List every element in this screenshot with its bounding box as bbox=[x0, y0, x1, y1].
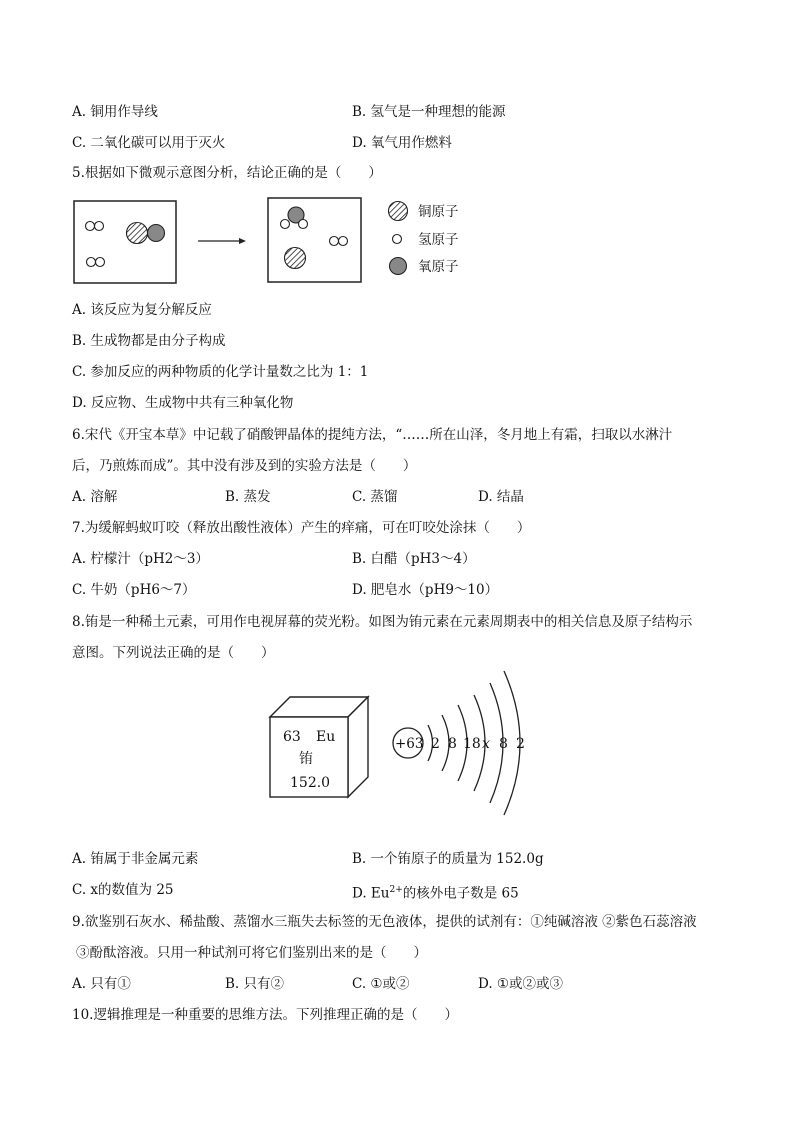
element-atomic-number: 63 bbox=[283, 729, 301, 745]
element-symbol: Eu bbox=[316, 729, 336, 745]
q5-option-a: A. 该反应为复分解反应 bbox=[72, 302, 212, 318]
q9-option-d: D. ①或②或③ bbox=[478, 976, 564, 992]
q4-option-c: C. 二氧化碳可以用于灭火 bbox=[72, 135, 226, 151]
legend-o-icon bbox=[390, 258, 407, 275]
q7-stem: 7.为缓解蚂蚁叮咬（释放出酸性液体）产生的痒痛，可在叮咬处涂抹（ ） bbox=[72, 520, 531, 536]
q4-option-a: A. 铜用作导线 bbox=[72, 104, 158, 120]
q8-option-c: C. x的数值为 25 bbox=[72, 882, 174, 898]
nucleus-charge: +63 bbox=[395, 736, 424, 752]
q7-option-b: B. 白醋（pH3～4） bbox=[352, 551, 476, 567]
shell-electrons-2: 8 bbox=[448, 736, 457, 752]
reactant-box bbox=[74, 201, 176, 283]
q9-stem-line-2: ③酚酞溶液。只用一种试剂可将它们鉴别出来的是（ ） bbox=[76, 945, 427, 961]
q7-option-d: D. 肥皂水（pH9～10） bbox=[352, 582, 499, 598]
legend-h-icon bbox=[393, 235, 402, 244]
q5-stem: 5.根据如下微观示意图分析，结论正确的是（ ） bbox=[72, 165, 382, 181]
shell-electrons-3: 18 bbox=[463, 736, 481, 752]
element-atomic-mass: 152.0 bbox=[290, 775, 331, 791]
legend-o-label: 氧原子 bbox=[418, 259, 459, 275]
legend-cu-icon bbox=[389, 202, 408, 221]
element-name: 铕 bbox=[299, 751, 313, 767]
q8-option-a: A. 铕属于非金属元素 bbox=[72, 851, 199, 867]
cu-atom bbox=[285, 248, 306, 269]
q5-option-d: D. 反应物、生成物中共有三种氧化物 bbox=[72, 395, 294, 411]
legend-cu-label: 铜原子 bbox=[418, 204, 459, 220]
q6-stem-line-2: 后，乃煎炼而成”。其中没有涉及到的实验方法是（ ） bbox=[72, 458, 417, 474]
q9-option-b: B. 只有② bbox=[225, 976, 285, 992]
q5-option-c: C. 参加反应的两种物质的化学计量数之比为 1：1 bbox=[72, 364, 369, 380]
shell-electrons-4: x bbox=[482, 736, 490, 752]
q9-option-a: A. 只有① bbox=[72, 976, 131, 992]
q6-option-c: C. 蒸馏 bbox=[352, 489, 398, 505]
q8-option-b: B. 一个铕原子的质量为 152.0g bbox=[352, 851, 544, 867]
q6-option-b: B. 蒸发 bbox=[225, 489, 271, 505]
q7-option-c: C. 牛奶（pH6～7） bbox=[72, 582, 196, 598]
q7-option-a: A. 柠檬汁（pH2～3） bbox=[72, 551, 209, 567]
q8-stem-line-1: 8.铕是一种稀土元素，可用作电视屏幕的荧光粉。如图为铕元素在元素周期表中的相关信息及原子结构示 bbox=[72, 614, 693, 630]
q4-option-b: B. 氢气是一种理想的能源 bbox=[352, 104, 506, 120]
shell-electrons-6: 2 bbox=[516, 736, 525, 752]
shell-electrons-5: 8 bbox=[499, 736, 508, 752]
q10-stem: 10.逻辑推理是一种重要的思维方法。下列推理正确的是（ ） bbox=[72, 1007, 458, 1023]
q5-option-b: B. 生成物都是由分子构成 bbox=[72, 333, 226, 349]
q6-option-d: D. 结晶 bbox=[478, 489, 524, 505]
legend-h-label: 氢原子 bbox=[418, 232, 459, 248]
q6-stem-line-1: 6.宋代《开宝本草》中记载了硝酸钾晶体的提纯方法，“……所在山泽，冬月地上有霜，扫取以水淋汁 bbox=[72, 427, 673, 443]
q4-option-d: D. 氧气用作燃料 bbox=[352, 135, 452, 151]
q9-stem-line-1: 9.欲鉴别石灰水、稀盐酸、蒸馏水三瓶失去标签的无色液体，提供的试剂有：①纯碱溶液 ②紫色石蕊溶液 bbox=[72, 914, 697, 930]
q9-option-c: C. ①或② bbox=[352, 976, 410, 992]
q5-micro-diagram bbox=[72, 196, 472, 288]
q8-option-d: D. $Eu^{2+}$的核外电子数是 65 bbox=[352, 885, 519, 902]
shell-electrons-1: 2 bbox=[431, 736, 440, 752]
q6-option-a: A. 溶解 bbox=[72, 489, 118, 505]
q8-stem-line-2: 意图。下列说法正确的是（ ） bbox=[72, 645, 275, 661]
